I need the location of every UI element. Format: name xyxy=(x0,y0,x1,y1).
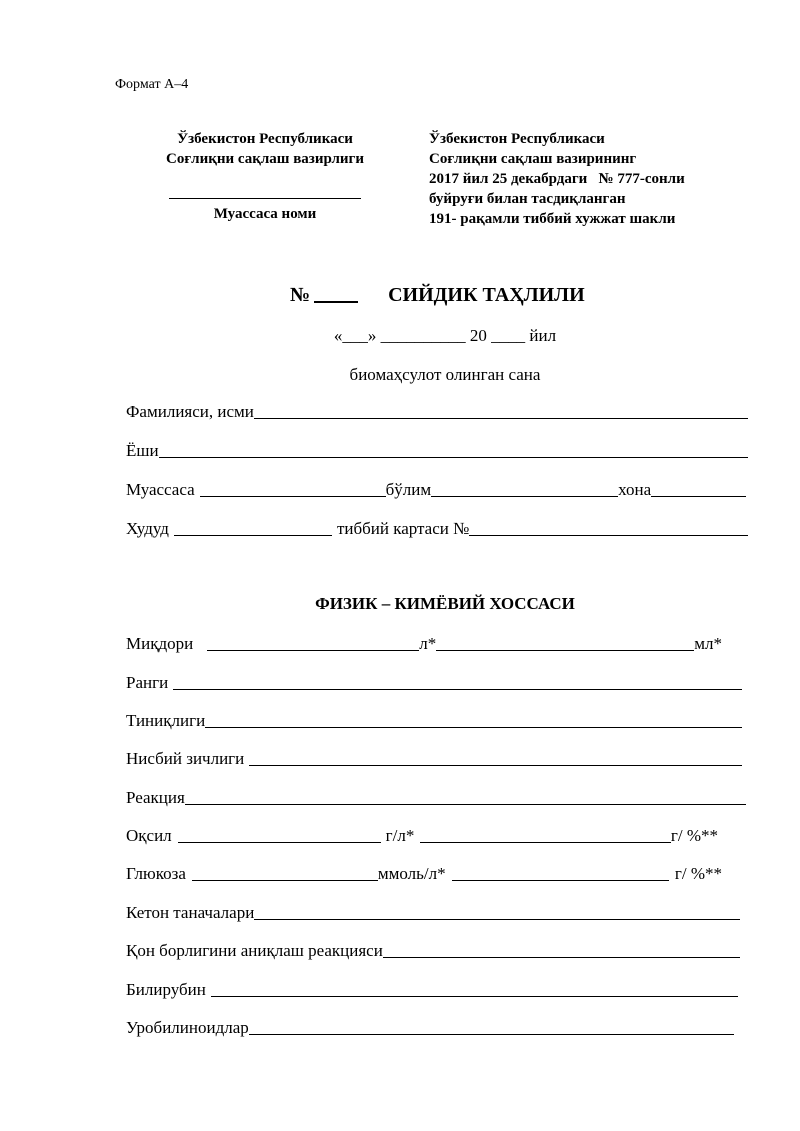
glucose-unit-mmol: ммоль/л* xyxy=(377,864,446,883)
protein-unit-percent: г/ %** xyxy=(670,826,718,845)
name-label: Фамилияси, исми xyxy=(126,402,254,421)
age-label: Ёши xyxy=(126,441,159,460)
clarity-row xyxy=(126,707,742,731)
quantity-liters-field[interactable] xyxy=(207,650,419,651)
age-field[interactable] xyxy=(159,457,748,458)
clarity-field[interactable] xyxy=(205,727,742,728)
protein-gl-field[interactable] xyxy=(178,842,381,843)
glucose-mmol-field[interactable] xyxy=(192,880,378,881)
glucose-label: Глюкоза xyxy=(126,864,186,883)
institution-caption: Муассаса номи xyxy=(213,206,317,222)
header-left-line2: Соғлиқни сақлаш вазирлиги xyxy=(166,151,364,167)
reaction-label: Реакция xyxy=(126,788,185,807)
color-row xyxy=(126,669,742,693)
document-number-field[interactable] xyxy=(314,301,358,303)
header-left xyxy=(120,129,410,224)
glucose-row xyxy=(126,860,722,884)
district-label: Худуд xyxy=(126,519,169,538)
glucose-unit-percent: г/ %** xyxy=(674,864,722,883)
medical-card-field[interactable] xyxy=(469,535,748,536)
urobilinoids-field[interactable] xyxy=(249,1034,734,1035)
bilirubin-label: Билирубин xyxy=(126,980,206,999)
ketones-row xyxy=(126,899,740,923)
clarity-label: Тиниқлиги xyxy=(126,711,206,730)
blood-field[interactable] xyxy=(383,957,740,958)
section-title: ФИЗИК – КИМЁВИЙ ХОССАСИ xyxy=(315,594,575,613)
date-line[interactable]: «___» __________ 20 ____ йил xyxy=(333,326,557,345)
document-title xyxy=(290,284,585,307)
glucose-percent-field[interactable] xyxy=(452,880,669,881)
district-field[interactable] xyxy=(174,535,332,536)
bilirubin-field[interactable] xyxy=(211,996,738,997)
color-field[interactable] xyxy=(173,689,742,690)
room-field[interactable] xyxy=(651,496,746,497)
medical-card-label: тиббий картаси № xyxy=(336,519,470,538)
urobilinoids-row xyxy=(126,1014,734,1038)
header-right-line1: Ўзбекистон Республикаси xyxy=(429,131,605,147)
room-label: хона xyxy=(618,480,652,499)
protein-percent-field[interactable] xyxy=(420,842,671,843)
quantity-row xyxy=(126,630,722,654)
institution-field[interactable] xyxy=(200,496,386,497)
ketones-field[interactable] xyxy=(254,919,740,920)
header-right xyxy=(429,129,685,229)
institution-name-line[interactable] xyxy=(169,198,361,199)
quantity-unit-liters: л* xyxy=(419,634,437,653)
number-sign: № xyxy=(290,284,311,306)
title-text: СИЙДИК ТАҲЛИЛИ xyxy=(388,284,585,306)
blood-row xyxy=(126,937,740,961)
protein-row xyxy=(126,822,718,846)
density-label: Нисбий зичлиги xyxy=(126,749,245,768)
header-left-line1: Ўзбекистон Республикаси xyxy=(177,131,353,147)
quantity-ml-field[interactable] xyxy=(436,650,694,651)
header-right-line4: буйруғи билан тасдиқланган xyxy=(429,191,626,207)
department-label: бўлим xyxy=(385,480,432,499)
format-label: Формат А–4 xyxy=(115,77,189,92)
age-row xyxy=(126,437,748,461)
blood-label: Қон борлигини аниқлаш реакцияси xyxy=(126,941,383,960)
name-row xyxy=(126,398,748,422)
density-field[interactable] xyxy=(249,765,742,766)
header-right-line5: 191- рақамли тиббий хужжат шакли xyxy=(429,211,676,227)
reaction-field[interactable] xyxy=(185,804,746,805)
color-label: Ранги xyxy=(126,673,169,692)
quantity-label: Миқдори xyxy=(126,634,194,653)
bilirubin-row xyxy=(126,976,738,1000)
protein-label: Оқсил xyxy=(126,826,172,845)
quantity-unit-ml: мл* xyxy=(694,634,722,653)
ketones-label: Кетон таначалари xyxy=(126,903,255,922)
density-row xyxy=(126,745,742,769)
protein-unit-gl: г/л* xyxy=(385,826,415,845)
department-field[interactable] xyxy=(431,496,618,497)
institution-row xyxy=(126,476,746,500)
reaction-row xyxy=(126,784,746,808)
header-right-line2: Соғлиқни сақлаш вазирининг xyxy=(429,151,637,167)
district-row xyxy=(126,515,748,539)
date-caption: биомаҳсулот олинган сана xyxy=(349,365,541,384)
institution-label: Муассаса xyxy=(126,480,195,499)
header-right-line3: 2017 йил 25 декабрдаги № 777-сонли xyxy=(429,171,685,187)
urobilinoids-label: Уробилиноидлар xyxy=(126,1018,249,1037)
name-field[interactable] xyxy=(254,418,748,419)
